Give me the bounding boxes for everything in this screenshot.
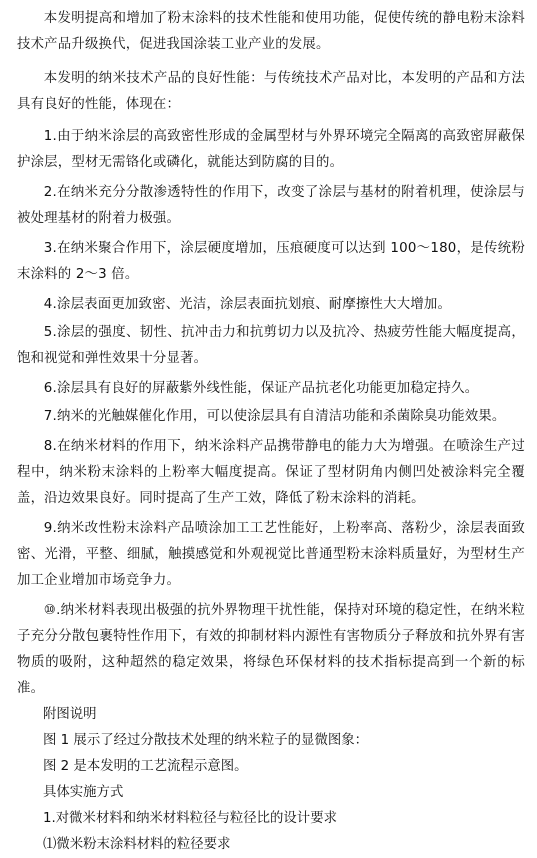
embodiment-item-1-1: ⑴微米粉末涂料材料的粒径要求 [43,837,231,852]
performance-item-8: 8.在纳米材料的作用下，纳米涂料产品携带静电的能力大为增强。在喷涂生产过程中，纳米粉末涂料的上粉率大幅度提高。保证了型材阴角内侧凹处被涂料完全覆盖，沿边效果良好。同时提高了生产工效，降低了粉末涂料的消耗。 [17,439,525,506]
performance-intro-paragraph: 本发明的纳米技术产品的良好性能：与传统技术产品对比，本发明的产品和方法具有良好的性能，体现在： [17,71,525,112]
performance-item-3: 3.在纳米聚合作用下，涂层硬度增加，压痕硬度可以达到 100～180，是传统粉末涂料的 2～3 倍。 [17,241,525,282]
performance-item-5: 5.涂层的强度、韧性、抗冲击力和抗剪切力以及抗冷、热疲劳性能大幅度提高，饱和视觉和弹性效果十分显著。 [17,325,525,366]
performance-item-10: ⑩.纳米材料表现出极强的抗外界物理干扰性能，保持对环境的稳定性，在纳米粒子充分分散包裹特性作用下，有效的抑制材料内源性有害物质分子释放和抗外界有害物质的吸附，这种超然的稳定效果，将绿色环保材料的技术指标提高到一个新的标准。 [17,603,525,696]
performance-item-4: 4.涂层表面更加致密、光洁，涂层表面抗划痕、耐摩擦性大大增加。 [43,297,452,312]
embodiment-item-1: 1.对微米材料和纳米材料粒径与粒径比的设计要求 [43,811,337,826]
performance-item-2: 2.在纳米充分分散渗透特性的作用下，改变了涂层与基材的附着机理，使涂层与被处理基材的附着力极强。 [17,185,525,226]
performance-item-7: 7.纳米的光触媒催化作用，可以使涂层具有自清洁功能和杀菌除臭功能效果。 [43,409,506,424]
performance-item-9: 9.纳米改性粉末涂料产品喷涂加工工艺性能好，上粉率高、落粉少，涂层表面致密、光滑，平整、细腻，触摸感觉和外观视觉比普通型粉末涂料质量好，为型材生产加工企业增加市场竞争力。 [17,521,525,588]
intro-paragraph: 本发明提高和增加了粉末涂料的技术性能和使用功能，促使传统的静电粉末涂料技术产品升级换代，促进我国涂装工业产业的发展。 [17,11,525,52]
figure-2-caption: 图 2 是本发明的工艺流程示意图。 [43,759,248,774]
figure-1-caption: 图 1 展示了经过分散技术处理的纳米粒子的显微图象： [43,733,369,748]
performance-item-6: 6.涂层具有良好的屏蔽紫外线性能，保证产品抗老化功能更加稳定持久。 [43,381,479,396]
section-heading-figures: 附图说明 [43,707,97,722]
section-heading-embodiment: 具体实施方式 [43,785,124,800]
performance-item-1: 1.由于纳米涂层的高致密性形成的金属型材与外界环境完全隔离的高致密屏蔽保护涂层，型材无需铬化或磷化，就能达到防腐的目的。 [17,129,525,170]
